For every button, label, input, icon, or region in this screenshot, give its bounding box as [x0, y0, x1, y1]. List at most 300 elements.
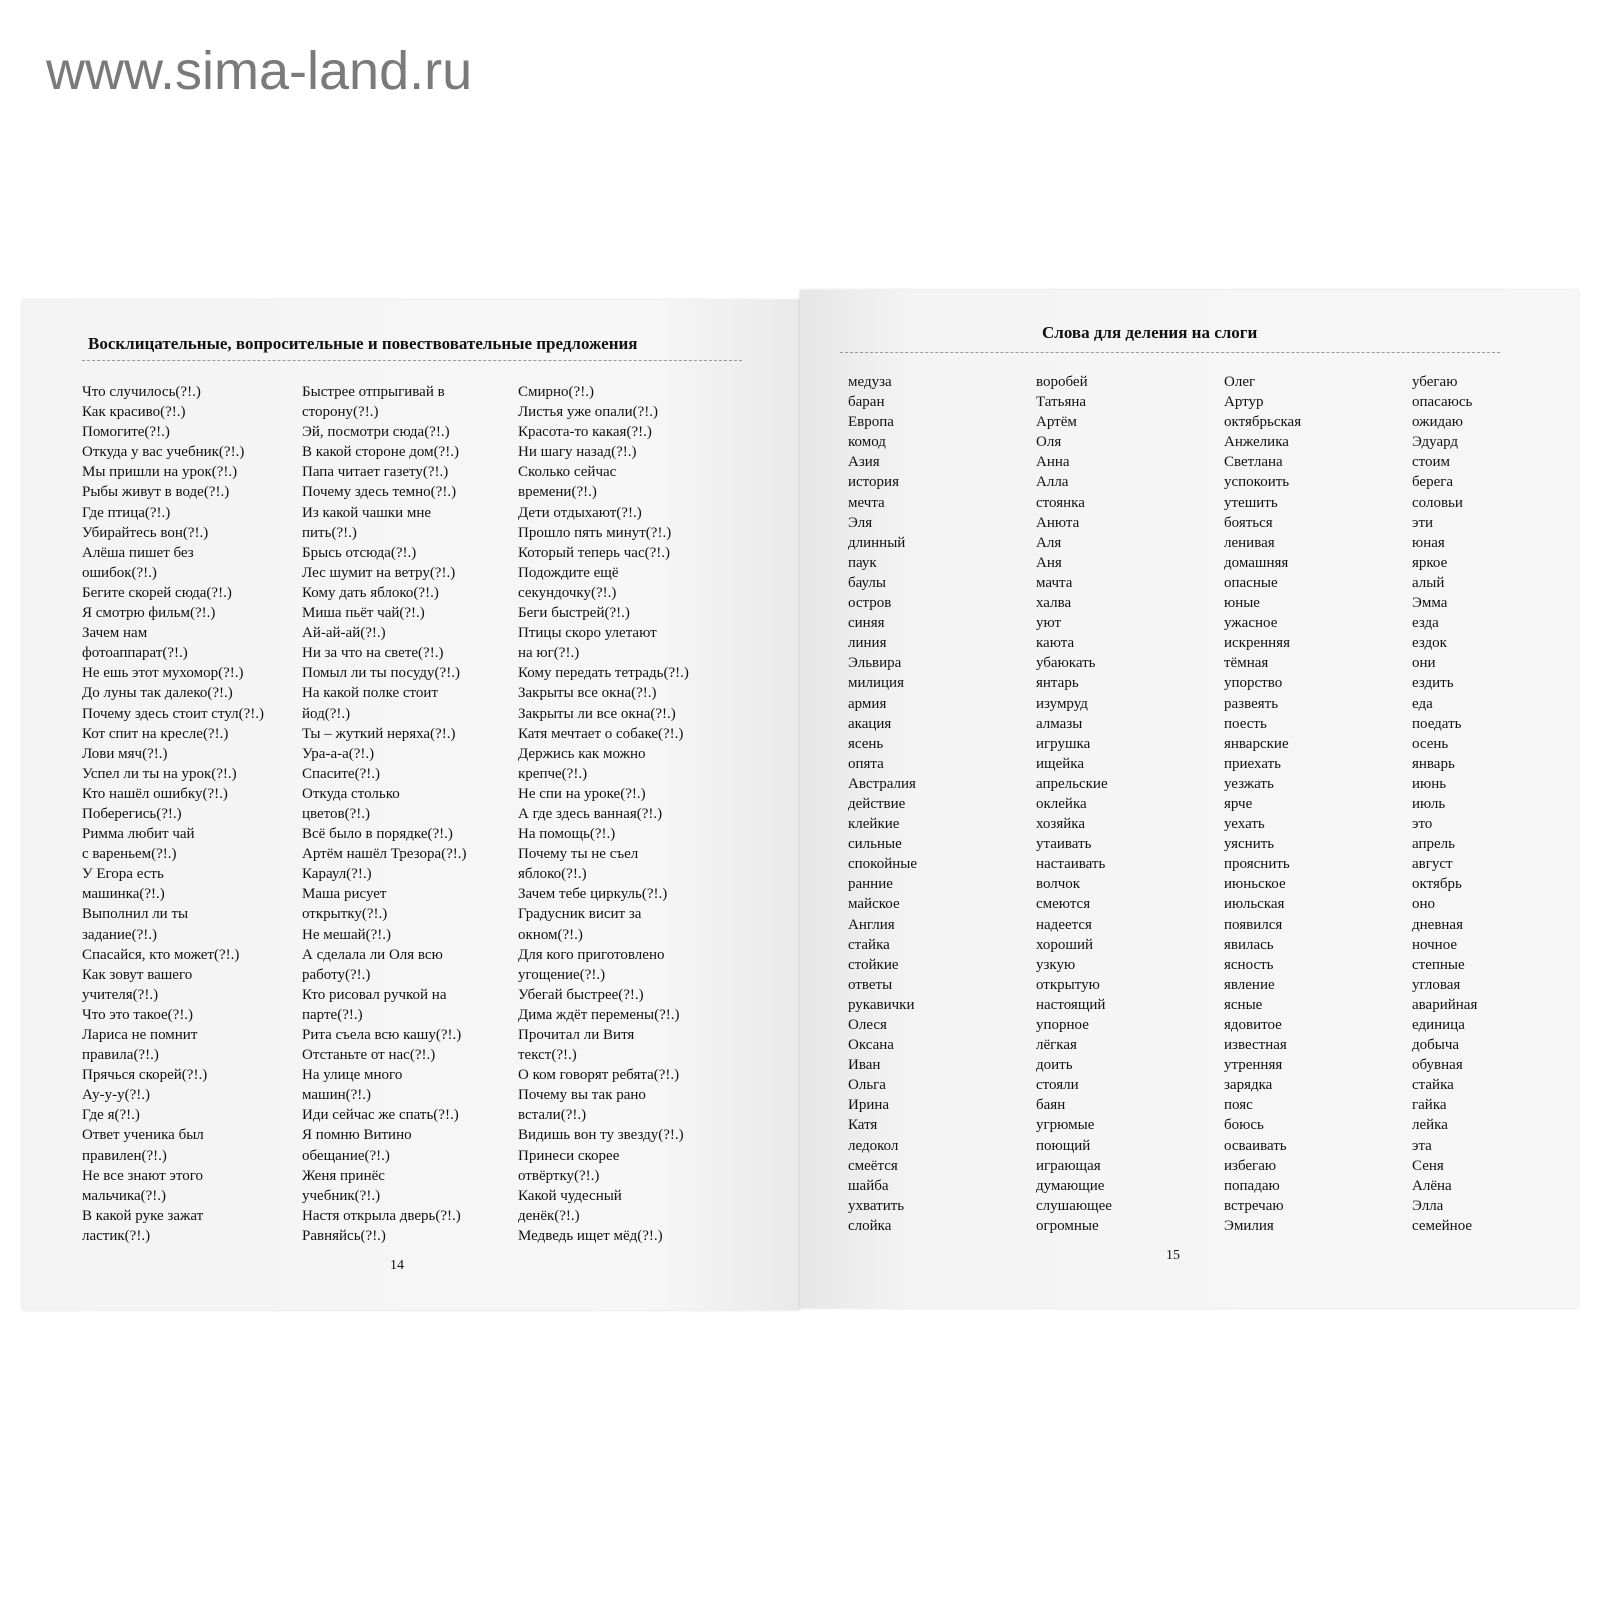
text-line: стайка — [1412, 1077, 1454, 1094]
text-line: На улице много — [302, 1067, 403, 1084]
text-line: угрюмые — [1036, 1117, 1095, 1134]
text-line: Алёша пишет без — [82, 544, 194, 561]
text-line: явление — [1224, 976, 1275, 993]
text-line: Анюта — [1036, 514, 1080, 531]
text-line: Откуда у вас учебник(?!.) — [82, 444, 245, 461]
text-line: Я смотрю фильм(?!.) — [82, 605, 216, 622]
text-line: обувная — [1412, 1057, 1463, 1074]
text-line: Иван — [848, 1057, 881, 1074]
text-line: Караул(?!.) — [302, 866, 372, 883]
text-line: Который теперь час(?!.) — [518, 544, 671, 561]
text-line: Татьяна — [1036, 394, 1087, 411]
text-line: Рыбы живут в воде(?!.) — [82, 484, 230, 501]
text-line: Равняйсь(?!.) — [302, 1227, 386, 1244]
text-line: ездить — [1412, 675, 1454, 692]
text-line: машинка(?!.) — [82, 886, 165, 903]
text-line: думающие — [1036, 1177, 1105, 1194]
text-line: упорство — [1224, 675, 1283, 692]
text-line: Отстаньте от нас(?!.) — [302, 1047, 436, 1064]
text-line: соловьи — [1412, 494, 1463, 511]
text-line: Эй, посмотри сюда(?!.) — [302, 424, 450, 441]
sentence-column-3 — [518, 382, 689, 1246]
text-line: Кому дать яблоко(?!.) — [302, 584, 439, 601]
text-line: аварийная — [1412, 996, 1478, 1013]
text-line: доить — [1036, 1057, 1073, 1074]
text-line: Медведь ищет мёд(?!.) — [518, 1227, 663, 1244]
text-line: Ура-а-а(?!.) — [302, 745, 375, 762]
text-line: Лариса не помнит — [82, 1027, 198, 1043]
text-line: Зачем нам — [82, 625, 148, 642]
text-line: окном(?!.) — [518, 926, 583, 943]
text-line: поесть — [1224, 715, 1267, 732]
text-line: гайка — [1412, 1097, 1447, 1114]
text-line: зарядка — [1224, 1077, 1273, 1094]
text-line: Эльвира — [848, 655, 902, 672]
text-line: они — [1412, 655, 1436, 672]
text-line: огромные — [1036, 1217, 1099, 1234]
text-line: оклейка — [1036, 795, 1087, 812]
text-line: синяя — [848, 615, 885, 632]
text-line: опасаюсь — [1412, 394, 1473, 411]
text-line: стоим — [1412, 454, 1451, 471]
text-line: Ни за что на свете(?!.) — [302, 645, 444, 662]
text-line: Закрыты ли все окна(?!.) — [518, 705, 676, 722]
text-line: мальчика(?!.) — [82, 1187, 167, 1204]
text-line: Подождите ещё — [518, 564, 619, 581]
text-line: Олеся — [848, 1017, 887, 1033]
text-line: единица — [1412, 1017, 1465, 1033]
text-line: это — [1412, 816, 1433, 833]
text-line: играющая — [1036, 1157, 1101, 1174]
text-line: Ольга — [848, 1077, 886, 1094]
text-line: езда — [1412, 615, 1439, 632]
text-line: Англия — [848, 916, 895, 933]
text-line: Сколько сейчас — [518, 464, 617, 481]
text-line: уяснить — [1224, 836, 1275, 853]
text-line: тёмная — [1224, 655, 1269, 672]
text-line: длинный — [848, 534, 906, 551]
text-line: Мы пришли на урок(?!.) — [82, 464, 238, 481]
text-line: январские — [1224, 735, 1289, 752]
text-line: развеять — [1224, 695, 1279, 712]
text-line: Кто нашёл ошибку(?!.) — [82, 785, 228, 802]
page-number: 15 — [1166, 1248, 1180, 1263]
page-title: Слова для деления на слоги — [1042, 323, 1258, 342]
text-line: утешить — [1224, 494, 1278, 511]
text-line: А где здесь ванная(?!.) — [518, 805, 663, 822]
text-line: ночное — [1412, 936, 1458, 953]
text-line: денёк(?!.) — [518, 1207, 580, 1224]
text-line: На какой полке стоит — [302, 685, 438, 702]
text-line: Быстрее отпрыгивай в — [302, 384, 445, 400]
text-line: клейкие — [848, 816, 900, 833]
text-line: смеются — [1036, 896, 1091, 913]
text-line: ранние — [848, 876, 893, 893]
text-line: угощение(?!.) — [518, 966, 606, 983]
text-line: Олег — [1224, 374, 1256, 390]
text-line: Прочитал ли Витя — [518, 1027, 635, 1043]
text-line: Видишь вон ту звезду(?!.) — [518, 1127, 684, 1144]
text-line: стояли — [1036, 1077, 1079, 1094]
text-line: опята — [848, 755, 884, 772]
text-line: явилась — [1224, 936, 1274, 953]
text-line: ленивая — [1224, 534, 1275, 551]
text-line: Бегите скорей сюда(?!.) — [82, 584, 232, 601]
text-line: Лови мяч(?!.) — [82, 745, 168, 762]
title-rule — [82, 360, 742, 361]
text-line: Артём — [1036, 414, 1077, 431]
text-line: Ау-у-у(?!.) — [82, 1087, 150, 1104]
text-line: дневная — [1412, 916, 1463, 933]
text-line: еда — [1412, 695, 1433, 712]
text-line: Держись как можно — [518, 745, 646, 762]
text-line: появился — [1224, 916, 1283, 933]
text-line: отвёртку(?!.) — [518, 1167, 600, 1184]
text-line: избегаю — [1224, 1157, 1277, 1174]
text-line: Принеси скорее — [518, 1147, 620, 1164]
text-line: Анжелика — [1224, 434, 1289, 451]
text-line: поющий — [1036, 1137, 1091, 1154]
text-line: волчок — [1036, 876, 1081, 893]
text-line: Элла — [1412, 1197, 1444, 1214]
text-line: октябрь — [1412, 876, 1462, 893]
text-line: Ирина — [848, 1097, 890, 1114]
text-line: баян — [1036, 1097, 1066, 1114]
watermark-url: www.sima-land.ru — [46, 41, 473, 101]
text-line: времени(?!.) — [518, 484, 597, 501]
text-line: шайба — [848, 1177, 889, 1194]
text-line: А сделала ли Оля всю — [302, 946, 443, 963]
text-line: Катя мечтает о собаке(?!.) — [518, 725, 684, 742]
text-line: открытую — [1036, 976, 1100, 993]
text-line: хозяйка — [1036, 816, 1085, 833]
text-line: армия — [848, 695, 887, 712]
text-line: Не ешь этот мухомор(?!.) — [82, 665, 244, 682]
title-rule — [840, 352, 1500, 353]
text-line: Из какой чашки мне — [302, 504, 432, 521]
text-line: октябрьская — [1224, 414, 1302, 431]
text-line: учителя(?!.) — [82, 986, 159, 1003]
word-column-2 — [1036, 372, 1112, 1236]
left-page — [22, 300, 800, 1310]
text-line: янтарь — [1036, 675, 1079, 692]
text-line: На помощь(?!.) — [518, 826, 616, 843]
text-line: игрушка — [1036, 735, 1091, 752]
text-line: август — [1412, 856, 1453, 873]
text-line: Беги быстрей(?!.) — [518, 605, 630, 622]
text-line: бояться — [1224, 514, 1273, 531]
text-line: пить(?!.) — [302, 524, 357, 541]
text-line: январь — [1412, 755, 1455, 772]
text-line: успокоить — [1224, 474, 1290, 491]
text-line: Миша пьёт чай(?!.) — [302, 605, 425, 622]
text-line: правилен(?!.) — [82, 1147, 167, 1164]
text-line: открытку(?!.) — [302, 906, 388, 923]
text-line: утаивать — [1036, 836, 1092, 853]
text-line: Почему здесь стоит стул(?!.) — [82, 705, 265, 722]
text-line: Листья уже опали(?!.) — [518, 404, 659, 421]
text-line: Артур — [1224, 394, 1264, 411]
text-line: известная — [1224, 1037, 1287, 1054]
text-line: Сеня — [1412, 1157, 1444, 1174]
text-line: Лес шумит на ветру(?!.) — [302, 564, 456, 581]
text-line: Где птица(?!.) — [82, 504, 171, 521]
text-line: Азия — [848, 454, 880, 471]
text-line: Европа — [848, 414, 894, 431]
text-line: встречаю — [1224, 1197, 1284, 1214]
text-line: Ай-ай-ай(?!.) — [302, 625, 386, 642]
text-line: Спасите(?!.) — [302, 765, 380, 782]
text-line: юные — [1224, 595, 1260, 612]
text-line: рукавички — [848, 996, 915, 1013]
text-line: Успел ли ты на урок(?!.) — [82, 765, 237, 782]
text-line: убаюкать — [1036, 655, 1096, 672]
text-line: Какой чудесный — [518, 1187, 622, 1204]
text-line: Почему здесь темно(?!.) — [302, 484, 457, 501]
text-line: Помыл ли ты посуду(?!.) — [302, 665, 460, 682]
text-line: утренняя — [1224, 1057, 1283, 1074]
text-line: лейка — [1412, 1117, 1448, 1134]
text-line: Ни шагу назад(?!.) — [518, 444, 637, 461]
text-line: Не мешай(?!.) — [302, 926, 392, 943]
text-line: Эля — [848, 514, 873, 531]
text-line: каюта — [1036, 635, 1075, 652]
text-line: медуза — [848, 374, 892, 390]
text-line: слушающее — [1036, 1197, 1112, 1214]
text-line: хороший — [1036, 936, 1094, 953]
text-line: Почему ты не съел — [518, 846, 639, 863]
text-line: Для кого приготовлено — [518, 946, 665, 963]
text-line: упорное — [1036, 1017, 1089, 1033]
text-line: лёгкая — [1036, 1037, 1077, 1054]
text-line: семейное — [1412, 1217, 1473, 1234]
book-spread — [22, 300, 1578, 1310]
text-line: история — [848, 474, 899, 491]
text-line: осень — [1412, 735, 1449, 752]
text-line: парте(?!.) — [302, 1006, 363, 1023]
text-line: У Егора есть — [82, 866, 164, 883]
text-line: берега — [1412, 474, 1454, 491]
text-line: Эмилия — [1224, 1217, 1274, 1234]
text-line: настаивать — [1036, 856, 1106, 873]
text-line: баран — [848, 394, 885, 411]
text-line: Папа читает газету(?!.) — [302, 464, 449, 481]
text-line: уехать — [1224, 816, 1265, 833]
text-line: яркое — [1412, 554, 1448, 571]
text-line: смеётся — [848, 1157, 898, 1174]
text-line: Как красиво(?!.) — [82, 404, 186, 421]
text-line: июльская — [1224, 896, 1285, 913]
text-line: Аня — [1036, 554, 1062, 571]
text-line: Настя открыла дверь(?!.) — [302, 1207, 461, 1224]
text-line: добыча — [1412, 1037, 1460, 1054]
text-line: правила(?!.) — [82, 1047, 159, 1064]
text-line: В какой руке зажат — [82, 1207, 204, 1224]
text-line: алмазы — [1036, 715, 1083, 732]
text-line: алый — [1412, 574, 1445, 591]
text-line: В какой стороне дом(?!.) — [302, 444, 459, 461]
text-line: ухватить — [848, 1197, 905, 1214]
text-line: фотоаппарат(?!.) — [82, 645, 188, 662]
text-line: майское — [848, 896, 900, 913]
text-line: Брысь отсюда(?!.) — [302, 544, 417, 561]
text-line: Оксана — [848, 1037, 894, 1054]
text-line: учебник(?!.) — [302, 1187, 381, 1204]
text-line: Откуда столько — [302, 785, 400, 802]
word-column-1 — [848, 372, 917, 1236]
text-line: июнь — [1412, 775, 1447, 792]
text-line: Алёна — [1412, 1177, 1452, 1194]
text-line: ответы — [848, 976, 893, 993]
text-line: Артём нашёл Трезора(?!.) — [302, 846, 467, 863]
text-line: Женя принёс — [302, 1167, 385, 1184]
text-line: Зачем тебе циркуль(?!.) — [518, 886, 668, 903]
text-line: Спасайся, кто может(?!.) — [82, 946, 240, 963]
text-line: крепче(?!.) — [518, 765, 588, 782]
text-line: стайка — [848, 936, 890, 953]
text-line: Ответ ученика был — [82, 1127, 204, 1144]
text-line: Я помню Витино — [302, 1127, 412, 1144]
text-line: Аля — [1036, 534, 1062, 551]
text-line: сильные — [848, 836, 902, 853]
text-line: пояс — [1224, 1097, 1253, 1114]
text-line: уют — [1036, 615, 1062, 632]
text-line: ясные — [1224, 996, 1263, 1013]
page-title: Восклицательные, вопросительные и повествовательные предложения — [88, 334, 638, 353]
text-line: Почему вы так рано — [518, 1087, 646, 1104]
text-line: Птицы скоро улетают — [518, 625, 657, 642]
text-line: ярче — [1224, 795, 1253, 812]
text-line: ездок — [1412, 635, 1447, 652]
text-line: июль — [1412, 795, 1446, 812]
text-line: оно — [1412, 896, 1436, 913]
text-line: убегаю — [1412, 374, 1458, 390]
text-line: осваивать — [1224, 1137, 1287, 1154]
text-line: О ком говорят ребята(?!.) — [518, 1067, 680, 1084]
text-line: стоянка — [1036, 494, 1085, 511]
text-line: ужасное — [1224, 615, 1278, 632]
text-line: поедать — [1412, 715, 1462, 732]
text-line: Маша рисует — [302, 886, 387, 903]
text-line: До луны так далеко(?!.) — [82, 685, 233, 702]
page-number: 14 — [390, 1258, 404, 1273]
text-line: узкую — [1036, 956, 1076, 973]
text-line: ледокол — [848, 1137, 899, 1154]
text-line: приехать — [1224, 755, 1281, 772]
text-line: боюсь — [1224, 1117, 1264, 1134]
text-line: баулы — [848, 574, 886, 591]
text-line: Иди сейчас же спать(?!.) — [302, 1107, 459, 1124]
text-line: опасные — [1224, 574, 1278, 591]
text-line: акация — [848, 715, 892, 732]
text-line: задание(?!.) — [82, 926, 157, 943]
text-line: Градусник висит за — [518, 906, 642, 923]
text-line: встали(?!.) — [518, 1107, 587, 1124]
text-line: ясень — [848, 735, 884, 752]
text-line: Кому передать тетрадь(?!.) — [518, 665, 689, 682]
text-line: стойкие — [848, 956, 899, 973]
text-line: Катя — [848, 1117, 878, 1134]
text-line: йод(?!.) — [302, 705, 351, 722]
text-line: ищейка — [1036, 755, 1084, 772]
text-line: мечта — [848, 494, 885, 511]
text-line: степные — [1412, 956, 1465, 973]
text-line: Закрыты все окна(?!.) — [518, 685, 657, 702]
text-line: линия — [848, 635, 887, 652]
text-line: паук — [848, 554, 877, 571]
word-column-3 — [1224, 372, 1301, 1236]
text-line: Ты – жуткий неряха(?!.) — [302, 725, 456, 742]
text-line: Смирно(?!.) — [518, 384, 594, 400]
text-line: Алла — [1036, 474, 1069, 491]
text-line: Прячься скорей(?!.) — [82, 1067, 208, 1084]
text-line: июньское — [1224, 876, 1286, 893]
text-line: машин(?!.) — [302, 1087, 372, 1104]
text-line: Кто рисовал ручкой на — [302, 986, 447, 1003]
text-line: Красота-то какая(?!.) — [518, 424, 652, 441]
text-line: Помогите(?!.) — [82, 424, 170, 441]
text-line: спокойные — [848, 856, 918, 873]
text-line: сторону(?!.) — [302, 404, 379, 421]
text-line: Выполнил ли ты — [82, 906, 189, 923]
text-line: Прошло пять минут(?!.) — [518, 524, 672, 541]
text-line: обещание(?!.) — [302, 1147, 390, 1164]
text-line: халва — [1036, 595, 1072, 612]
text-line: Не все знают этого — [82, 1167, 203, 1184]
text-line: комод — [848, 434, 886, 451]
text-line: Поберегись(?!.) — [82, 805, 182, 822]
text-line: Как зовут вашего — [82, 966, 193, 983]
text-line: эти — [1412, 514, 1434, 531]
text-line: Светлана — [1224, 454, 1283, 471]
text-line: на юг(?!.) — [518, 645, 580, 662]
text-line: Где я(?!.) — [82, 1107, 140, 1124]
text-line: ошибок(?!.) — [82, 564, 157, 581]
text-line: ясность — [1224, 956, 1274, 973]
text-line: работу(?!.) — [302, 966, 371, 983]
text-line: эта — [1412, 1137, 1432, 1154]
sentence-column-1 — [82, 382, 264, 1246]
text-line: изумруд — [1036, 695, 1088, 712]
text-line: угловая — [1412, 976, 1461, 993]
text-line: уезжать — [1224, 775, 1274, 792]
text-line: ластик(?!.) — [82, 1227, 151, 1244]
text-line: Оля — [1036, 434, 1062, 451]
text-line: искренняя — [1224, 635, 1290, 652]
text-line: Не спи на уроке(?!.) — [518, 785, 646, 802]
text-line: Римма любит чай — [82, 826, 195, 843]
text-line: Что случилось(?!.) — [82, 384, 201, 400]
text-line: настоящий — [1036, 996, 1106, 1013]
text-line: с вареньем(?!.) — [82, 846, 177, 863]
text-line: Дети отдыхают(?!.) — [518, 504, 642, 521]
text-line: Всё было в порядке(?!.) — [302, 826, 453, 843]
text-line: Австралия — [848, 775, 916, 792]
text-line: Убирайтесь вон(?!.) — [82, 524, 209, 541]
text-line: домашняя — [1224, 554, 1289, 571]
text-line: воробей — [1036, 374, 1088, 390]
text-line: Эмма — [1412, 595, 1448, 612]
text-line: апрельские — [1036, 775, 1108, 792]
text-line: ожидаю — [1412, 414, 1464, 431]
text-line: остров — [848, 595, 892, 612]
text-line: Кот спит на кресле(?!.) — [82, 725, 229, 742]
text-line: секундочку(?!.) — [518, 584, 617, 601]
text-line: ядовитое — [1224, 1017, 1282, 1033]
text-line: действие — [848, 795, 906, 812]
text-line: попадаю — [1224, 1177, 1280, 1194]
text-line: Эдуард — [1412, 434, 1459, 451]
